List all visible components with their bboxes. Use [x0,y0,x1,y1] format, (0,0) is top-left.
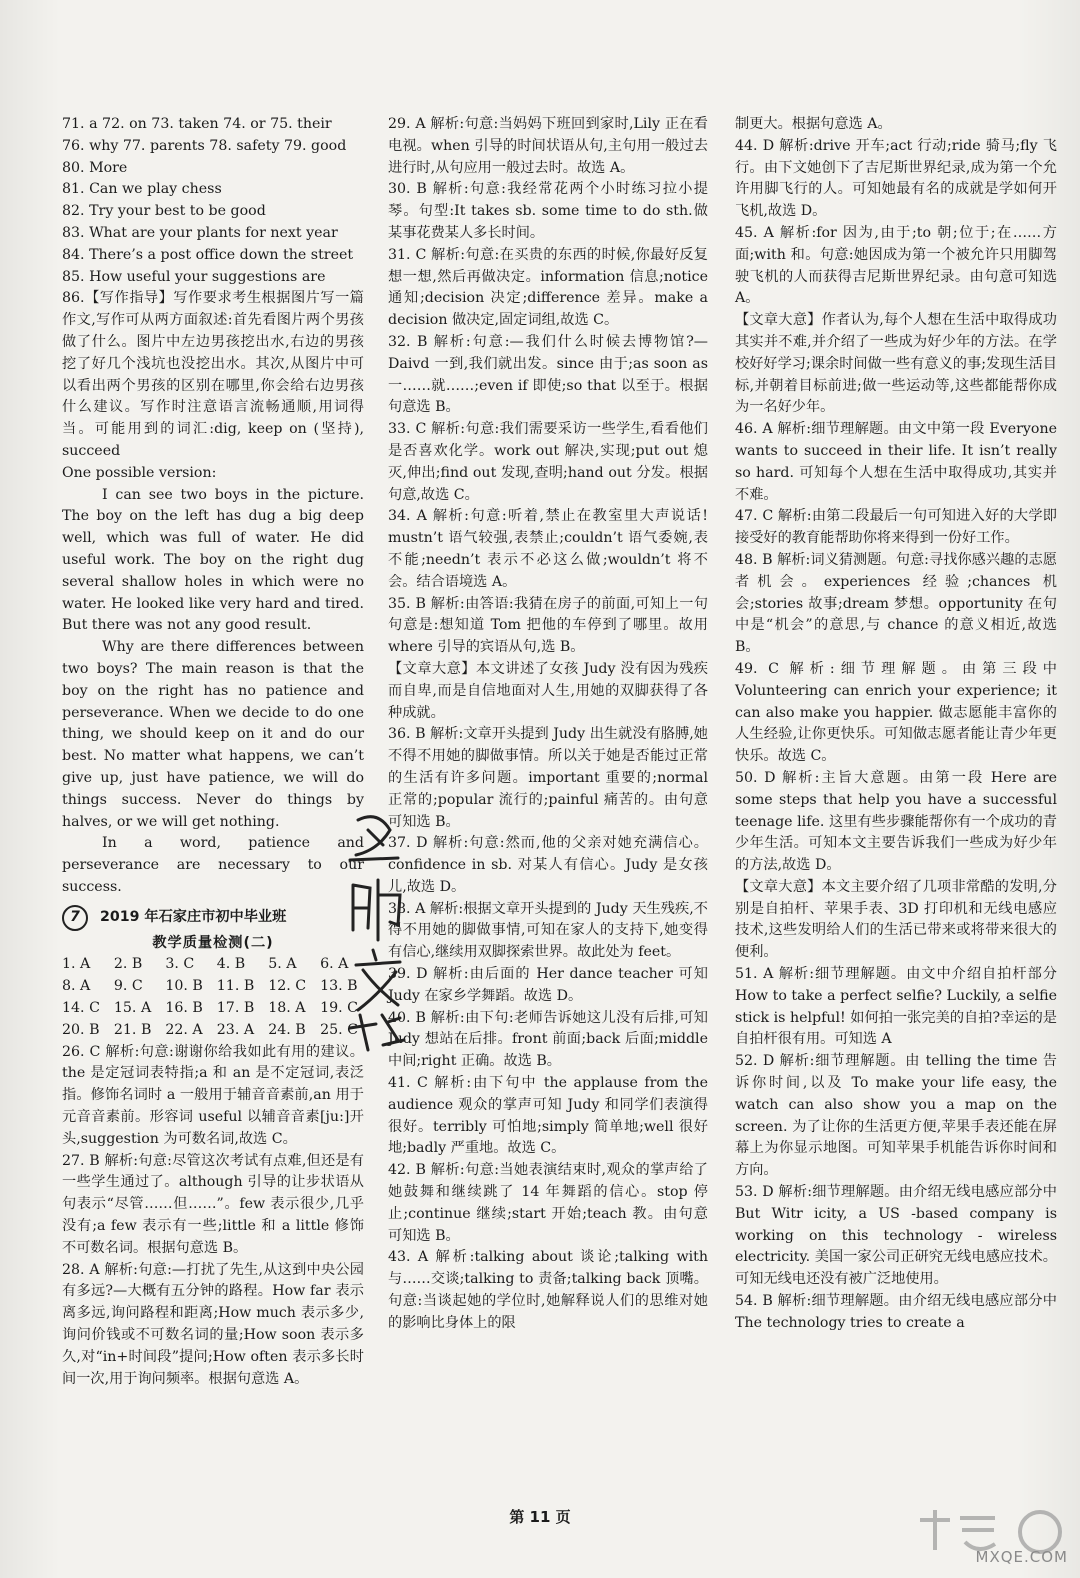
answer-line: 76. why 77. parents 78. safety 79. good [62,137,347,154]
answer-cell: 20. B [62,1021,100,1038]
question-explanation: 39. D 解析:由后面的 Her dance teacher 可知Judy 在家乡学舞蹈。故选 D。 [388,966,708,1004]
question-explanation: 42. B 解析:句意:当她表演结束时,观众的掌声给了她鼓舞和继续跳了 14 年舞蹈的信心。stop 停止;continue 继续;start 开始;teach 教。由句意可知选 B。 [388,1162,708,1244]
column-right [735,114,1057,1335]
question-explanation: 52. D 解析:细节理解题。由 telling the time 告诉你时间,以及 To make your life easy, the watch can also show you a map on the screen. 为了让你的生活更方便,苹果手表还能在屏幕上为你显示地图。可知苹果手机能告诉你时间和方向。 [735,1053,1057,1179]
answer-line: 85. How useful your suggestions are [62,268,326,285]
section-number-badge: 7 [62,905,88,931]
answer-cell: 22. A [165,1021,203,1038]
question-explanation: 31. C 解析:句意:在买贵的东西的时候,你最好反复想一想,然后再做决定。information 信息;notice 通知;decision 决定;difference 差异。make a decision 做决定,固定词组,故选 C。 [388,246,708,329]
answer-cell: 2. B [113,956,143,973]
article-summary: 【文章大意】本文讲述了女孩 Judy 没有因为残疾而自卑,而是自信地面对人生,用她的双脚获得了各种成就。 [388,660,708,721]
page-number: 第 11 页 [509,1508,571,1526]
version-label: One possible version: [62,464,217,481]
answer-line: 81. Can we play chess [62,181,222,198]
answer-cell: 25. C [320,1021,359,1038]
section-subtitle: 教学质量检测(二) [152,934,274,951]
question-explanation: 38. A 解析:根据文章开头提到的 Judy 天生残疾,不得不用她的脚做事情,可知在家人的支持下,她变得有信心,继续用双脚探索世界。故此处为 feet。 [388,900,708,961]
question-explanation: 46. A 解析:细节理解题。由文中第一段 Everyone wants to succeed in their life. It isn’t really so hard. 可知每个人想在生活中取得成功,其实并不难。 [735,421,1057,503]
question-explanation: 48. B 解析:词义猜测题。句意:寻找你感兴趣的志愿者机会。experiences 经验;chances 机会;stories 故事;dream 梦想。opportunity 在句中是“机会”的意思,与 chance 的意义相近,故选 B。 [735,551,1057,656]
answer-cell: 5. A [268,956,297,973]
writing-guide: 86.【写作指导】写作要求考生根据图片写一篇作文,写作可从两方面叙述:首先看图片两个男孩做了什么。图片中左边男孩挖出水,右边的男孩挖了好几个浅坑也没挖出水。其次,从图片中可以看出两个男孩的区别在哪里,你会给右边男孩什么建议。写作时注意语言流畅通顺,用词得当。可能用到的词汇:dig, keep on (坚持), succeed [62,290,364,459]
section-title: 2019 年石家庄市初中毕业班 [100,908,287,925]
question-explanation: 28. A 解析:句意:—打扰了先生,从这到中央公园有多远?—大概有五分钟的路程。How far 表示离多远,询问路程和距离;How much 表示多少,询问价钱或不可数名词的量;How soon 表示多久,对“in+时间段”提问;How often 表示多长时间一次,用于询问频率。根据句意选 A。 [62,1261,364,1387]
handwriting-annotation [338,800,418,1060]
answer-cell: 3. C [165,956,195,973]
question-explanation: 35. B 解析:由答语:我猜在房子的前面,可知上一句句意是:想知道 Tom 把他的车停到了哪里。故用 where 引导的宾语从句,选 B。 [388,595,708,656]
column-left [62,114,364,1390]
question-explanation: 51. A 解析:细节理解题。由文中介绍自拍杆部分 How to take a perfect selfie? Luckily, a selfie stick is helpful! 如何拍一张完美的自拍?幸运的是自拍杆很有用。可知选 A [735,966,1057,1048]
answer-cell: 18. A [268,1000,306,1017]
answer-cell: 4. B [216,956,246,973]
answer-cell: 17. B [216,1000,255,1017]
answer-cell: 14. C [62,1000,100,1017]
answer-cell: 9. C [113,978,143,995]
answer-line: 82. Try your best to be good [62,203,266,220]
answer-grid [62,954,364,1041]
question-explanation: 制更大。根据句意选 A。 [735,116,892,132]
question-explanation: 27. B 解析:句意:尽管这次考试有点难,但还是有一些学生通过了。although 引导的让步状语从句表示“尽管……但……”。few 表示很少,几乎没有;a few 表示有一些;little 和 a little 修饰不可数名词。根据句意选 B。 [62,1152,364,1256]
question-explanation: 41. C 解析:由下句中 the applause from the audience 观众的掌声可知 Judy 和同学们表演得很好。terribly 可怕地;simply 简单地;well 很好地;badly 严重地。故选 C。 [388,1075,708,1157]
question-explanation: 47. C 解析:由第二段最后一句可知进入好的大学即接受好的教育能帮助你将来得到一份好工作。 [735,508,1057,547]
answer-cell: 23. A [216,1021,255,1038]
answer-line: 80. More [62,159,128,176]
answer-cell: 24. B [268,1021,306,1038]
answer-cell: 13. B [320,978,358,995]
column-middle [388,114,708,1335]
question-explanation: 53. D 解析:细节理解题。由介绍无线电感应部分中 But Witr icity, a US -based company is working on this technology - wireless electricity. 美国一家公司正研究无线电感应技术。可知无线电还没有被广泛地使用。 [735,1184,1057,1288]
question-explanation: 44. D 解析:drive 开车;act 行动;ride 骑马;fly 飞行。由下文她创下了吉尼斯世界纪录,成为第一个允许用脚飞行的人。可知她最有名的成就是学如何开飞机,故选 D。 [735,137,1057,220]
section-heading [62,905,364,931]
question-explanation: 26. C 解析:句意:谢谢你给我如此有用的建议。the 是定冠词表特指;a 和 an 是不定冠词,表泛指。修饰名词时 a 一般用于辅音音素前,an 用于元音音素前。形容词 useful 以辅音音素[ju:]开头,suggestion 为可数名词,故选 C。 [62,1043,364,1147]
question-explanation: 33. C 解析:句意:我们需要采访一些学生,看看他们是否喜欢化学。work out 解决,实现;put out 熄灭,伸出;find out 发现,查明;hand out 分发。根据句意,故选 C。 [388,421,708,503]
question-explanation: 50. D 解析:主旨大意题。由第一段 Here are some steps that help you have a successful teenage life. 这里有些步骤能帮你有一个成功的青少年生活。可知本文主要告诉我们一些成为好少年的方法,故选 D。 [735,769,1057,874]
answer-cell: 11. B [216,978,255,995]
question-explanation: 40. B 解析:由下句:老师告诉她这儿没有后排,可知 Judy 想站在后排。front 前面;back 后面;middle 中间;right 正确。故选 B。 [388,1009,708,1070]
article-summary: 【文章大意】本文主要介绍了几项非常酷的发明,分别是自拍杆、苹果手表、3D 打印机和无线电感应技术,这些发明给人们的生活已带来或将带来很大的便利。 [735,878,1057,961]
answer-cell: 10. B [165,978,203,995]
answer-cell: 21. B [113,1021,152,1038]
answer-cell: 8. A [62,978,91,995]
question-explanation: 36. B 解析:文章开头提到 Judy 出生就没有胳膊,她不得不用她的脚做事情。所以关于她是否能过正常的生活有许多问题。important 重要的;normal 正常的;popular 流行的;painful 痛苦的。由句意可知选 B。 [388,726,708,830]
essay-paragraph: In a word, patience and perseverance are necessary to our success. [62,835,364,895]
answer-cell: 15. A [113,1000,152,1017]
answer-line: 71. a 72. on 73. taken 74. or 75. their [62,116,332,132]
essay-paragraph: Why are there differences between two boys? The main reason is that the boy on the right has no patience and perseverance. When we decide to do one thing, we should keep on it and do our best. No matter what happens, we can’t give up, just have patience, we will do things success. Never do things by halves, or we will get nothing. [62,639,364,830]
question-explanation: 54. B 解析:细节理解题。由介绍无线电感应部分中 The technology tries to create a [735,1293,1057,1331]
answer-line: 84. There’s a post office down the street [62,246,354,263]
watermark-site: MXQE.COM [975,1548,1068,1566]
essay-paragraph: I can see two boys in the picture. The boy on the left has dug a big deep well, which was full of water. He did useful work. The boy on the right dug several shallow holes in which were no water. He looked like very hard and tired. But there was not any good result. [62,486,364,634]
question-explanation: 49. C 解析:细节理解题。由第三段中 Volunteering can enrich your experience; it can also make you happier. 做志愿能丰富你的人生经验,让你更快乐。可知做志愿者能让青少年更快乐。故选 C。 [735,660,1057,765]
answer-cell: 16. B [165,1000,203,1017]
answer-cell: 19. C [320,1000,359,1017]
question-explanation: 29. A 解析:句意:当妈妈下班回到家时,Lily 正在看电视。when 引导的时间状语从句,主句用一般过去进行时,从句应用一般过去时。故选 A。 [388,116,708,176]
answer-cell: 12. C [268,978,307,995]
answer-cell: 6. A [320,956,349,973]
answer-cell: 1. A [62,956,91,973]
question-explanation: 30. B 解析:句意:我经常花两个小时练习拉小提琴。句型:It takes sb. some time to do sth.做某事花费某人多长时间。 [388,181,708,241]
question-explanation: 43. A 解析:talking about 谈论;talking with 与……交谈;talking to 责备;talking back 顶嘴。句意:当谈起她的学位时,她解释说人们的思维对她的影响比身体上的限 [388,1249,708,1331]
answer-line: 83. What are your plants for next year [62,224,338,241]
question-explanation: 32. B 解析:句意:—我们什么时候去博物馆?—Daivd 一到,我们就出发。since 由于;as soon as 一……就……;even if 即使;so that 以至于。根据句意选 B。 [388,333,708,416]
question-explanation: 34. A 解析:句意:听着,禁止在教室里大声说话! mustn’t 语气较强,表禁止;couldn’t 语气委婉,表不能;needn’t 表示不必这么做;wouldn’t 将不会。结合语境选 A。 [388,508,708,590]
question-explanation: 45. A 解析:for 因为,由于;to 朝;位于;在……方面;with 和。句意:她因成为第一个被允许只用脚驾驶飞机的人而获得吉尼斯世界纪录。由句意可知选 A。 [735,224,1057,307]
question-explanation: 37. D 解析:句意:然而,他的父亲对她充满信心。confidence in sb. 对某人有信心。Judy 是女孩儿,故选 D。 [388,835,708,895]
article-summary: 【文章大意】作者认为,每个人想在生活中取得成功其实并不难,并介绍了一些成为好少年的方法。在学校好好学习;课余时间做一些有意义的事;发现生活目标,并朝着目标前进;做一些运动等,这些都能帮你成为一名好少年。 [735,312,1057,416]
